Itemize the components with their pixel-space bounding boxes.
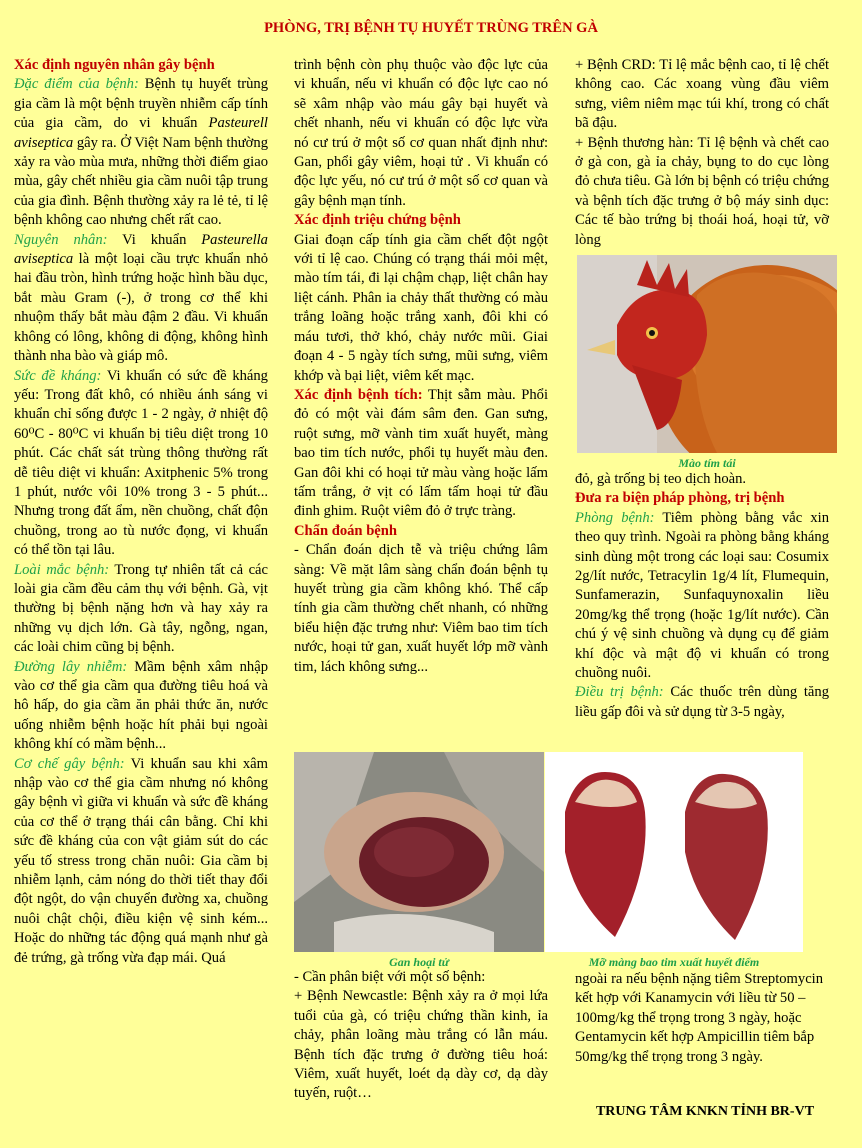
- para-mechanism: [14, 755, 268, 968]
- footer-organization: TRUNG TÂM KNKN TỈNH BR-VT: [595, 1104, 815, 1119]
- text: Trong tự nhiên tất cả các loài gia cầm đều cảm thụ với bệnh. Gà, vịt thường bị bệnh nặng hơn và hay xảy ra những vụ dịch lớn. Gà tây, ngỗng, ngan, các loài chim cũng bị bệnh.: [14, 561, 268, 656]
- label-mechanism: Cơ chế gây bệnh:: [14, 755, 125, 772]
- para-prevention: [575, 509, 829, 684]
- text: gây ra. Ở Việt Nam bệnh thường xảy ra vào mùa mưa, những thời điểm giao mùa, gây chết nhiều gia cầm nuôi tập trung của gia đình. Bệnh thường xảy ra lẻ tẻ, tỉ lệ bệnh không cao nhưng chết rất cao.: [14, 134, 268, 229]
- liver-photo: [294, 752, 544, 952]
- para-cause: [14, 231, 268, 367]
- para-diagnosis: - Chẩn đoán dịch tễ và triệu chứng lâm sàng: Về mặt lâm sàng chẩn đoán bệnh tụ huyết trùng gia cầm không khó. Thể cấp tính gia cầm thường chết nhanh, có những biểu hiện đặc trưng như: Viêm bao tim tích nước, hoại tử gan, xuất huyết lớp mỡ vành tim, lách không sưng...: [294, 542, 548, 675]
- rooster-photo: [577, 255, 837, 453]
- rooster-image: [577, 255, 837, 453]
- caption-heart: Mỡ màng bao tim xuất huyết điểm: [588, 955, 760, 969]
- liver-image: [294, 752, 544, 952]
- label-resistance: Sức đề kháng:: [14, 367, 102, 384]
- species-name: Pasteurella aviseptica: [14, 231, 268, 268]
- text: Vi khuẩn sau khi xâm nhập vào cơ thể gia cầm nhưng nó không gây bệnh vì giữa vi khuẩn và sức đề kháng của cơ thể ở trạng thái cân bằng. Chỉ khi sức đề kháng của con vật giảm sút do các yếu tố stress trong chăn nuôi: Gia cầm bị nhiễm lạnh, cảm nóng do thời tiết thay đổi đột ngột, do vận chuyển đường xa, chuồng nuôi chật chội, điều kiện vệ sinh kém... Hoặc do những tác động quá mạnh như gà đẻ trứng, gà trống vừa đạp mái. Quá: [14, 755, 268, 966]
- heading-symptoms: Xác định triệu chứng bệnh: [294, 212, 461, 229]
- caption-rooster: Mào tím tái: [678, 456, 736, 470]
- label-species: Loài mắc bệnh:: [14, 561, 110, 578]
- para-newcastle: + Bệnh Newcastle: Bệnh xảy ra ở mọi lứa tuổi của gà, có triệu chứng thần kinh, ỉa chảy, phân loãng màu trắng có lẫn máu. Bệnh tích đặc trưng ở đường tiêu hoá: Viêm, xuất huyết, loét dạ dày cơ, dạ dày tuyến, ruột…: [294, 988, 548, 1102]
- text: Vi khuẩn: [107, 231, 202, 248]
- caption-liver: Gan hoại tử: [389, 955, 449, 969]
- para-differential: - Cần phân biệt với một số bệnh:: [294, 969, 486, 985]
- para-transmission: [14, 658, 268, 755]
- para-typhoid-end: đỏ, gà trống bị teo dịch hoàn.: [575, 471, 747, 487]
- text: Mầm bệnh xâm nhập vào cơ thể gia cầm qua đường tiêu hoá và hô hấp, do gia cầm ăn phải thức ăn, nước uống nhiễm bệnh hoặc hít phải bụi ngoài không khí có mầm bệnh...: [14, 658, 268, 753]
- para-species: [14, 561, 268, 658]
- species-name: Pasteurell aviseptica: [14, 115, 268, 151]
- column-3: [575, 56, 829, 250]
- para-symptoms: Giai đoạn cấp tính gia cầm chết đột ngột với tỉ lệ cao. Chúng có trạng thái mỏi mệt, mào tím tái, đi lại chậm chạp, liệt chân hay liệt cánh. Phân ia chảy thất thường có màu trắng loãng hoặc trắng xanh, đôi khi có máu tươi, thở khó, chảy nước mũi. Giai đoạn 4 - 5 ngày tích sưng, mũi sưng, viêm khớp và bại liệt, viêm kết mạc.: [294, 231, 548, 384]
- label-characteristics: Đặc điểm của bệnh:: [14, 76, 139, 93]
- column-1: [14, 56, 268, 968]
- page-title: PHÒNG, TRỊ BỆNH TỤ HUYẾT TRÙNG TRÊN GÀ: [264, 20, 598, 36]
- column-2-bottom: [294, 968, 548, 1104]
- column-3-bottom: [575, 970, 829, 1067]
- para-resistance: [14, 367, 268, 561]
- heart-image: [545, 752, 803, 952]
- text: Thịt sẫm màu. Phổi đỏ có một vài đám sâm đen. Gan sưng, ruột sưng, mỡ vành tim xuất huyết, màng bao tim tích nước, phổi tụ huyết màu đen. Gan đôi khi có hoại tử màu vàng hoặc lấm tấm trắng, ở vịt có lấm tấm hoại tử đầu đinh ghim. Ruột viêm đỏ ở trực tràng.: [294, 386, 549, 520]
- text: là một loại cầu trực khuẩn nhỏ hai đầu tròn, hình trứng hoặc hình bầu dục, bắt màu Gram (-), ở trong cơ thể khi nhuộm thấy bắt màu đậm 2 đầu. Vi khuẩn không có lông, không di động, không hình thành nha bào và giáp mô.: [14, 251, 268, 365]
- label-transmission: Đường lây nhiễm:: [14, 658, 128, 675]
- para-continuation: trình bệnh còn phụ thuộc vào độc lực của vi khuẩn, nếu vi khuẩn có độc lực cao nó sẽ xâm nhập vào máu gây bại huyết và chết nhanh, nếu vi khuẩn có độc lực vừa nó cư trú ở một số cơ quan nhất định như: Gan, phổi gây viêm, hoại tử . Vi khuẩn có độc lực yếu, nó cư trú ở một số cơ quan và gây bệnh mạn tính.: [294, 57, 548, 209]
- label-cause: Nguyên nhân:: [14, 231, 108, 248]
- heart-photo: [545, 752, 803, 952]
- text: Vi khuẩn có sức đề kháng yếu: Trong đất khô, có nhiều ánh sáng vi khuẩn chỉ sống được 1 - 2 ngày, ở nhiệt độ 60⁰C - 80⁰C vi khuẩn bị tiêu diệt trong 10 phút. Các chất sát trùng thông thường rất dễ tiêu diệt vi khuẩn: Axitphenic 5% trong 1 phút, nước vôi 10% trong 3 - 5 phút... Nhưng trong đất ẩm, nền chuồng, chất độn chuồng, trong ao tù nước đọng, vi khuẩn có thể tồn tại lâu.: [14, 367, 268, 559]
- para-treatment: [575, 683, 829, 722]
- para-lesions: [294, 386, 548, 522]
- heading-lesions: Xác định bệnh tích:: [294, 386, 423, 403]
- para-treatment-cont: ngoài ra nếu bệnh nặng tiêm Streptomycin kết hợp với Kanamycin với liều từ 50 – 100mg/kg thể trọng trong 3 ngày, hoặc Gentamycin kết hợp Ampicillin tiêm bắp 50mg/kg thể trọng trong 3 ngày.: [575, 971, 824, 1065]
- text: Các thuốc trên dùng tăng liều gấp đôi và sử dụng từ 3-5 ngày,: [575, 684, 829, 720]
- text: Tiêm phòng bằng vắc xin theo quy trình. Ngoài ra phòng bằng kháng sinh dùng một trong các loại sau: Cosumix 2g/lít nước, Tetracylin 1g/4 lít, Flumequin, Sunfamerazin, Sunfaquynoxalin liều 20mg/kg thể trọng (hoặc 1g/lít nước). Cần chú ý vệ sinh chuồng và dụng cụ để giảm khí độc và mật độ vi khuẩn có trong chuồng nuôi.: [575, 509, 829, 682]
- para-crd: + Bệnh CRD: Tỉ lệ mắc bệnh cao, tỉ lệ chết không cao. Các xoang vùng đầu viêm sưng, viêm niêm mạc túi khí, trong có chất bã đậu.: [575, 57, 829, 132]
- column-2: [294, 56, 548, 677]
- heading-prevention: Đưa ra biện pháp phòng, trị bệnh: [575, 490, 785, 507]
- heading-cause: Xác định nguyên nhân gây bệnh: [14, 57, 215, 73]
- para-characteristics: [14, 75, 268, 230]
- text: Bệnh tụ huyết trùng gia cầm là một bệnh truyền nhiễm cấp tính của gia cầm, do vi khuẩn: [14, 76, 268, 132]
- label-treatment: Điều trị bệnh:: [575, 684, 664, 701]
- label-prevention: Phòng bệnh:: [575, 509, 655, 526]
- column-3-middle: [575, 470, 829, 722]
- para-typhoid: + Bệnh thương hàn: Tỉ lệ bệnh và chết cao ở gà con, gà ỉa chảy, bụng to do cục lòng đỏ chưa tiêu. Gà lớn bị bệnh có triệu chứng và bệnh tích đặc trưng ở bộ máy sinh dục: Các tế bào trứng bị thoái hoá, hoại tử, vỡ lòng: [575, 134, 829, 248]
- heading-diagnosis: Chẩn đoán bệnh: [294, 522, 398, 539]
